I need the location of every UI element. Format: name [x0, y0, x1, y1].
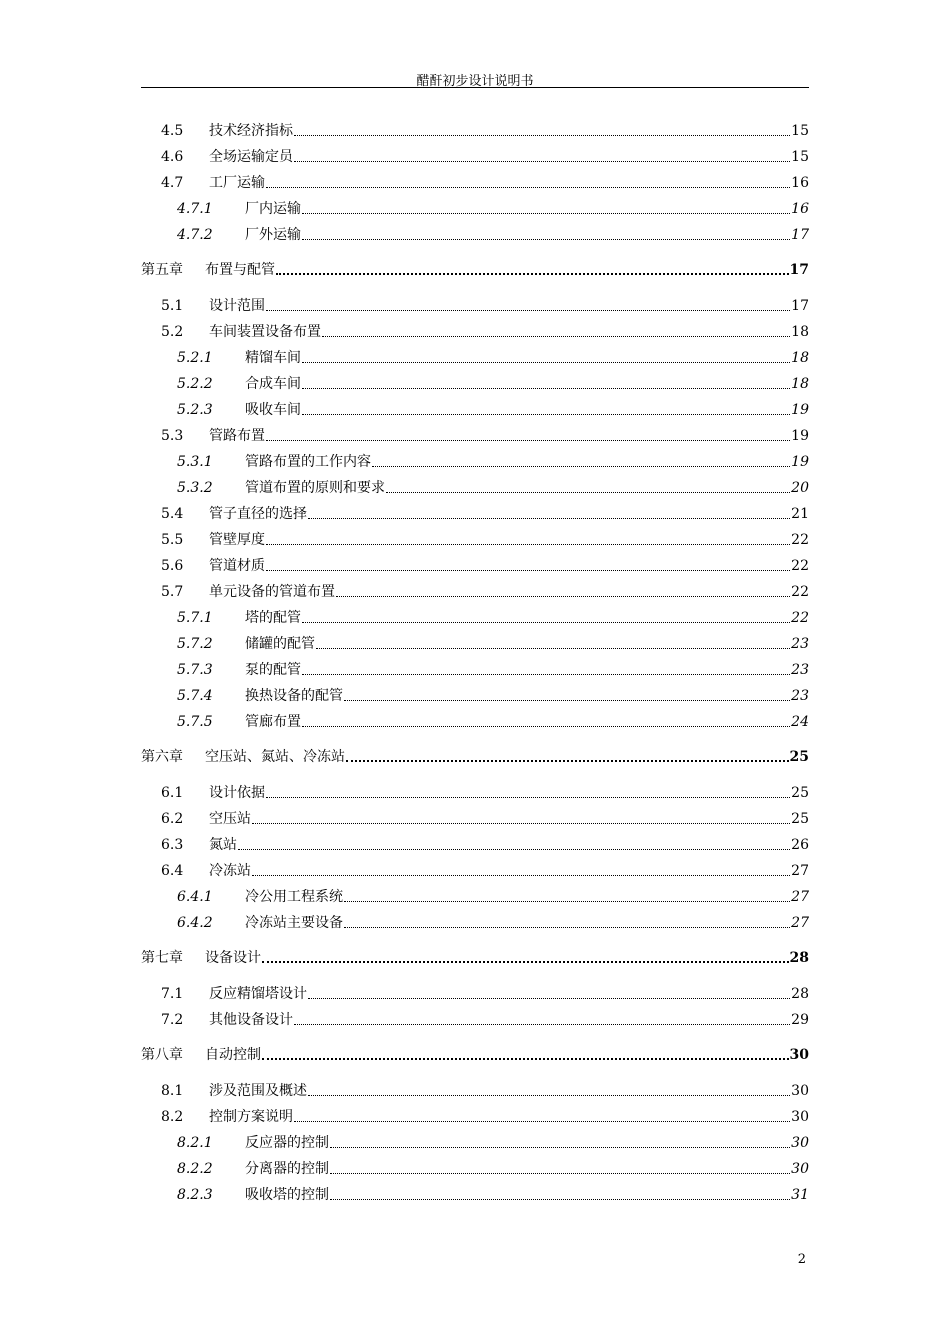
toc-dot-leader — [386, 492, 790, 493]
toc-entry-number: 第五章 — [141, 262, 183, 278]
toc-chapter-entry[interactable] — [141, 942, 809, 966]
toc-entry-title: 空压站、氮站、冷冻站 — [205, 749, 345, 765]
toc-section-entry[interactable] — [141, 420, 809, 444]
toc-entry-number: 5.7.2 — [177, 636, 213, 652]
toc-entry-number: 6.3 — [161, 837, 184, 853]
toc-entry-page: 27 — [791, 863, 809, 879]
toc-entry-title: 涉及范围及概述 — [209, 1083, 307, 1099]
toc-entry-title: 设备设计 — [205, 950, 261, 966]
toc-dot-leader — [308, 518, 790, 519]
toc-subsection-entry[interactable] — [141, 1179, 809, 1203]
toc-subsection-entry[interactable] — [141, 342, 809, 366]
toc-entry-title: 厂内运输 — [245, 201, 301, 217]
toc-entry-title: 精馏车间 — [245, 350, 301, 366]
toc-entry-page: 23 — [791, 662, 809, 678]
toc-section-entry[interactable] — [141, 777, 809, 801]
toc-entry-page: 17 — [789, 262, 809, 278]
toc-entry-page: 28 — [789, 950, 809, 966]
toc-entry-title: 设计范围 — [209, 298, 265, 314]
toc-entry-page: 30 — [791, 1135, 809, 1151]
toc-entry-title: 厂外运输 — [245, 227, 301, 243]
toc-entry-page: 27 — [791, 915, 809, 931]
header-divider — [141, 87, 809, 88]
toc-entry-title: 反应器的控制 — [245, 1135, 329, 1151]
toc-entry-number: 6.1 — [161, 785, 184, 801]
toc-dot-leader — [266, 440, 790, 441]
toc-entry-number: 5.7.3 — [177, 662, 213, 678]
toc-entry-title: 塔的配管 — [245, 610, 301, 626]
toc-section-entry[interactable] — [141, 550, 809, 574]
toc-subsection-entry[interactable] — [141, 472, 809, 496]
toc-dot-leader — [330, 1199, 790, 1200]
toc-dot-leader — [252, 823, 790, 824]
toc-dot-leader — [302, 726, 790, 727]
toc-entry-page: 18 — [791, 350, 809, 366]
page-header-title: 醋酐初步设计说明书 — [416, 74, 534, 89]
toc-entry-title: 管道布置的原则和要求 — [245, 480, 385, 496]
toc-entry-page: 30 — [789, 1047, 809, 1063]
toc-entry-number: 5.2 — [161, 324, 184, 340]
toc-section-entry[interactable] — [141, 1101, 809, 1125]
toc-entry-page: 30 — [791, 1161, 809, 1177]
toc-entry-page: 29 — [791, 1012, 809, 1028]
toc-subsection-entry[interactable] — [141, 907, 809, 931]
toc-entry-number: 4.7 — [161, 175, 184, 191]
toc-entry-title: 管道材质 — [209, 558, 265, 574]
toc-dot-leader — [302, 414, 790, 415]
toc-dot-leader — [294, 1121, 790, 1122]
toc-entry-number: 6.4 — [161, 863, 184, 879]
toc-dot-leader — [294, 161, 790, 162]
toc-entry-page: 17 — [791, 298, 809, 314]
toc-subsection-entry[interactable] — [141, 368, 809, 392]
toc-entry-number: 5.3 — [161, 428, 184, 444]
toc-entry-number: 8.2.2 — [177, 1161, 213, 1177]
toc-entry-title: 技术经济指标 — [209, 123, 293, 139]
toc-dot-leader — [344, 700, 790, 701]
toc-entry-page: 27 — [791, 889, 809, 905]
toc-entry-page: 30 — [791, 1083, 809, 1099]
toc-dot-leader — [294, 1024, 790, 1025]
toc-dot-leader — [372, 466, 790, 467]
toc-section-entry[interactable] — [141, 524, 809, 548]
toc-entry-page: 16 — [791, 201, 809, 217]
toc-entry-page: 15 — [791, 149, 809, 165]
toc-subsection-entry[interactable] — [141, 193, 809, 217]
toc-entry-number: 8.2.3 — [177, 1187, 213, 1203]
toc-entry-title: 全场运输定员 — [209, 149, 293, 165]
toc-section-entry[interactable] — [141, 1004, 809, 1028]
toc-section-entry[interactable] — [141, 115, 809, 139]
toc-entry-number: 5.4 — [161, 506, 184, 522]
toc-entry-title: 工厂运输 — [209, 175, 265, 191]
toc-entry-page: 19 — [791, 402, 809, 418]
toc-entry-page: 23 — [791, 688, 809, 704]
toc-entry-title: 设计依据 — [209, 785, 265, 801]
toc-entry-title: 冷冻站 — [209, 863, 251, 879]
toc-entry-title: 管路布置的工作内容 — [245, 454, 371, 470]
toc-entry-title: 冷公用工程系统 — [245, 889, 343, 905]
toc-dot-leader — [302, 622, 790, 623]
toc-dot-leader — [302, 674, 790, 675]
toc-entry-title: 合成车间 — [245, 376, 301, 392]
toc-dot-leader — [266, 310, 790, 311]
toc-entry-number: 5.7.1 — [177, 610, 213, 626]
toc-dot-leader — [330, 1173, 790, 1174]
toc-entry-title: 车间装置设备布置 — [209, 324, 321, 340]
toc-entry-number: 4.7.1 — [177, 201, 213, 217]
toc-entry-page: 30 — [791, 1109, 809, 1125]
toc-section-entry[interactable] — [141, 498, 809, 522]
toc-dot-leader — [346, 760, 789, 762]
toc-entry-number: 第六章 — [141, 749, 183, 765]
toc-subsection-entry[interactable] — [141, 881, 809, 905]
toc-section-entry[interactable] — [141, 978, 809, 1002]
toc-section-entry[interactable] — [141, 576, 809, 600]
toc-entry-number: 4.7.2 — [177, 227, 213, 243]
toc-entry-number: 5.3.1 — [177, 454, 213, 470]
toc-entry-page: 22 — [791, 584, 809, 600]
toc-entry-number: 8.2 — [161, 1109, 184, 1125]
toc-entry-page: 18 — [791, 324, 809, 340]
toc-entry-title: 吸收塔的控制 — [245, 1187, 329, 1203]
toc-entry-page: 22 — [791, 558, 809, 574]
toc-entry-page: 18 — [791, 376, 809, 392]
toc-dot-leader — [316, 648, 790, 649]
toc-entry-number: 5.2.1 — [177, 350, 213, 366]
toc-entry-number: 5.7.5 — [177, 714, 213, 730]
toc-subsection-entry[interactable] — [141, 394, 809, 418]
toc-entry-title: 反应精馏塔设计 — [209, 986, 307, 1002]
toc-subsection-entry[interactable] — [141, 680, 809, 704]
toc-subsection-entry[interactable] — [141, 446, 809, 470]
toc-dot-leader — [262, 961, 789, 963]
toc-dot-leader — [252, 875, 790, 876]
toc-dot-leader — [330, 1147, 790, 1148]
toc-dot-leader — [344, 927, 790, 928]
toc-entry-title: 吸收车间 — [245, 402, 301, 418]
toc-dot-leader — [262, 1058, 789, 1060]
toc-entry-number: 7.2 — [161, 1012, 184, 1028]
toc-entry-title: 布置与配管 — [205, 262, 275, 278]
toc-entry-number: 第八章 — [141, 1047, 183, 1063]
toc-subsection-entry[interactable] — [141, 1153, 809, 1177]
toc-entry-title: 空压站 — [209, 811, 251, 827]
toc-entry-page: 24 — [791, 714, 809, 730]
toc-dot-leader — [238, 849, 790, 850]
toc-chapter-entry[interactable] — [141, 254, 809, 278]
toc-dot-leader — [294, 135, 790, 136]
toc-entry-page: 25 — [791, 811, 809, 827]
toc-dot-leader — [266, 187, 790, 188]
toc-entry-number: 6.4.2 — [177, 915, 213, 931]
toc-dot-leader — [336, 596, 790, 597]
toc-chapter-entry[interactable] — [141, 741, 809, 765]
toc-dot-leader — [302, 213, 790, 214]
toc-entry-page: 22 — [791, 610, 809, 626]
toc-entry-number: 5.5 — [161, 532, 184, 548]
toc-entry-number: 5.6 — [161, 558, 184, 574]
toc-subsection-entry[interactable] — [141, 654, 809, 678]
toc-entry-title: 储罐的配管 — [245, 636, 315, 652]
toc-section-entry[interactable] — [141, 167, 809, 191]
toc-entry-number: 6.4.1 — [177, 889, 213, 905]
toc-entry-number: 5.7.4 — [177, 688, 213, 704]
toc-entry-title: 管壁厚度 — [209, 532, 265, 548]
toc-dot-leader — [276, 273, 789, 275]
toc-dot-leader — [302, 388, 790, 389]
toc-entry-title: 氮站 — [209, 837, 237, 853]
toc-section-entry[interactable] — [141, 803, 809, 827]
toc-entry-title: 管廊布置 — [245, 714, 301, 730]
toc-entry-page: 28 — [791, 986, 809, 1002]
toc-entry-title: 冷冻站主要设备 — [245, 915, 343, 931]
toc-dot-leader — [344, 901, 790, 902]
toc-entry-page: 16 — [791, 175, 809, 191]
toc-entry-number: 5.1 — [161, 298, 184, 314]
toc-entry-page: 20 — [791, 480, 809, 496]
toc-section-entry[interactable] — [141, 855, 809, 879]
toc-subsection-entry[interactable] — [141, 628, 809, 652]
toc-subsection-entry[interactable] — [141, 602, 809, 626]
toc-entry-page: 21 — [791, 506, 809, 522]
toc-dot-leader — [308, 1095, 790, 1096]
toc-section-entry[interactable] — [141, 829, 809, 853]
toc-entry-number: 5.7 — [161, 584, 184, 600]
toc-chapter-entry[interactable] — [141, 1039, 809, 1063]
toc-dot-leader — [322, 336, 790, 337]
toc-entry-number: 5.2.2 — [177, 376, 213, 392]
page-number: 2 — [797, 1252, 806, 1267]
toc-section-entry[interactable] — [141, 316, 809, 340]
toc-entry-title: 其他设备设计 — [209, 1012, 293, 1028]
toc-entry-page: 25 — [791, 785, 809, 801]
toc-entry-number: 5.2.3 — [177, 402, 213, 418]
toc-entry-page: 19 — [791, 454, 809, 470]
toc-entry-number: 第七章 — [141, 950, 183, 966]
toc-subsection-entry[interactable] — [141, 219, 809, 243]
toc-entry-title: 单元设备的管道布置 — [209, 584, 335, 600]
toc-entry-title: 管子直径的选择 — [209, 506, 307, 522]
toc-section-entry[interactable] — [141, 290, 809, 314]
toc-dot-leader — [266, 797, 790, 798]
toc-entry-number: 8.1 — [161, 1083, 184, 1099]
toc-entry-page: 25 — [789, 749, 809, 765]
toc-entry-title: 控制方案说明 — [209, 1109, 293, 1125]
toc-subsection-entry[interactable] — [141, 706, 809, 730]
toc-entry-title: 泵的配管 — [245, 662, 301, 678]
toc-entry-page: 31 — [791, 1187, 809, 1203]
toc-dot-leader — [266, 544, 790, 545]
toc-entry-title: 换热设备的配管 — [245, 688, 343, 704]
toc-entry-number: 4.6 — [161, 149, 184, 165]
toc-dot-leader — [302, 239, 790, 240]
toc-entry-number: 6.2 — [161, 811, 184, 827]
toc-entry-page: 19 — [791, 428, 809, 444]
toc-entry-page: 22 — [791, 532, 809, 548]
toc-entry-number: 5.3.2 — [177, 480, 213, 496]
toc-entry-number: 7.1 — [161, 986, 184, 1002]
toc-dot-leader — [266, 570, 790, 571]
toc-dot-leader — [308, 998, 790, 999]
toc-entry-title: 分离器的控制 — [245, 1161, 329, 1177]
toc-entry-title: 管路布置 — [209, 428, 265, 444]
toc-entry-title: 自动控制 — [205, 1047, 261, 1063]
toc-entry-page: 26 — [791, 837, 809, 853]
toc-subsection-entry[interactable] — [141, 1127, 809, 1151]
toc-entry-number: 4.5 — [161, 123, 184, 139]
toc-section-entry[interactable] — [141, 1075, 809, 1099]
toc-dot-leader — [302, 362, 790, 363]
toc-entry-page: 15 — [791, 123, 809, 139]
toc-entry-number: 8.2.1 — [177, 1135, 213, 1151]
toc-entry-page: 17 — [791, 227, 809, 243]
toc-section-entry[interactable] — [141, 141, 809, 165]
toc-entry-page: 23 — [791, 636, 809, 652]
